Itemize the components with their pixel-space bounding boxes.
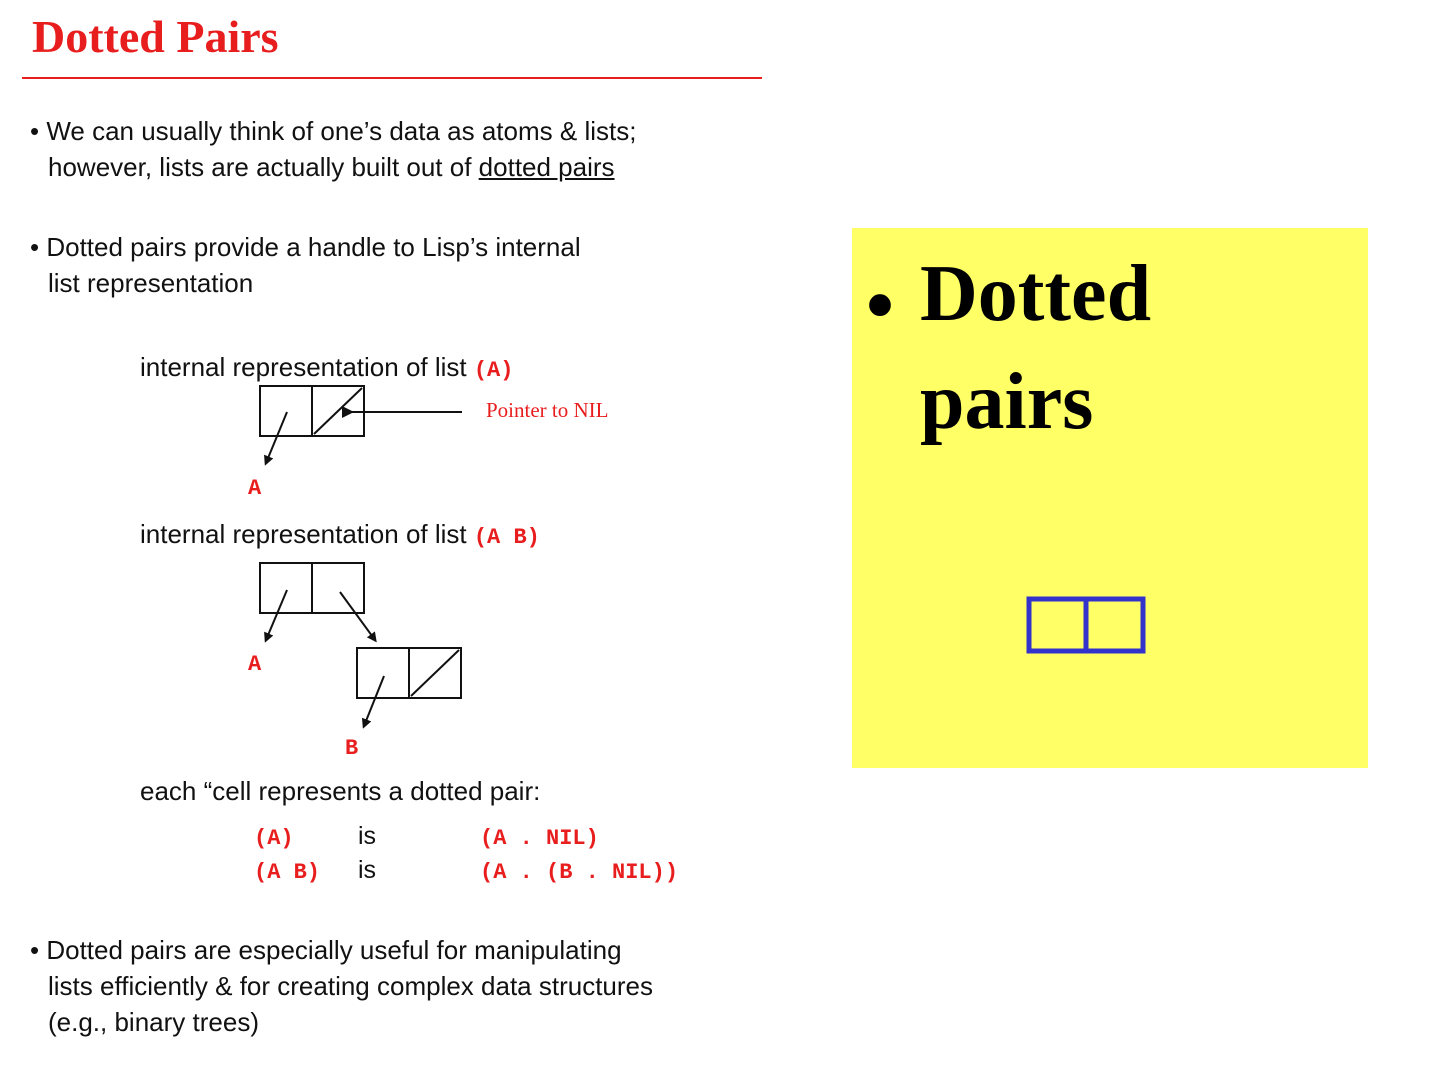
diagram-1-atom-a: A: [248, 476, 262, 501]
cell-a-diagram-1: [260, 386, 364, 463]
cell-1-diagram-2: [260, 563, 375, 640]
diagram-2-atom-a: A: [248, 652, 262, 677]
pointer-to-nil-label: Pointer to NIL: [486, 398, 609, 422]
car-pointer-a-2: [266, 590, 287, 640]
bullet-1-line-1: • We can usually think of one’s data as atoms & lists;: [30, 116, 637, 146]
eq-row-2-pair: (A . (B . NIL)): [480, 860, 679, 885]
slide-title: Dotted Pairs: [32, 11, 279, 62]
callout-bullet: •: [866, 262, 895, 350]
equivalence-caption: each “cell represents a dotted pair:: [140, 776, 541, 806]
eq-row-2-list: (A B): [254, 860, 321, 885]
bullet-2-line-2: list representation: [48, 268, 254, 298]
diagram-2-atom-b: B: [345, 736, 359, 761]
bullet-2-line-1: • Dotted pairs provide a handle to Lisp’s internal: [30, 232, 581, 262]
eq-row-1-list: (A): [254, 826, 294, 851]
eq-row-1-is: is: [358, 822, 377, 850]
car-pointer-a: [266, 412, 287, 463]
bullet-3-line-2: lists efficiently & for creating complex data structures: [48, 971, 653, 1001]
eq-row-2-is: is: [358, 856, 377, 884]
diagram-2-caption-text: internal representation of list: [140, 519, 474, 549]
diagram-2-caption-code: (A B): [473, 525, 540, 550]
nil-slash-2: [411, 650, 459, 696]
dotted-pair-cell-icon: [1026, 596, 1148, 656]
cdr-pointer-next-cell: [340, 592, 375, 640]
cell-2-diagram-2: [357, 648, 461, 726]
car-pointer-b: [364, 676, 384, 726]
diagram-1-caption-text: internal representation of list: [140, 352, 474, 382]
callout-text: Dotted pairs: [920, 250, 1152, 446]
eq-row-1-pair: (A . NIL): [480, 826, 599, 851]
bullet-1-line-2-prefix: however, lists are actually built out of: [48, 152, 479, 182]
dotted-pairs-underlined: dotted pairs: [478, 152, 615, 182]
diagram-1-caption-code: (A): [473, 358, 514, 383]
bullet-useful: [30, 932, 653, 1040]
bullet-3-line-1: • Dotted pairs are especially useful for manipulating: [30, 935, 622, 965]
bullet-3-line-3: (e.g., binary trees): [48, 1007, 259, 1037]
